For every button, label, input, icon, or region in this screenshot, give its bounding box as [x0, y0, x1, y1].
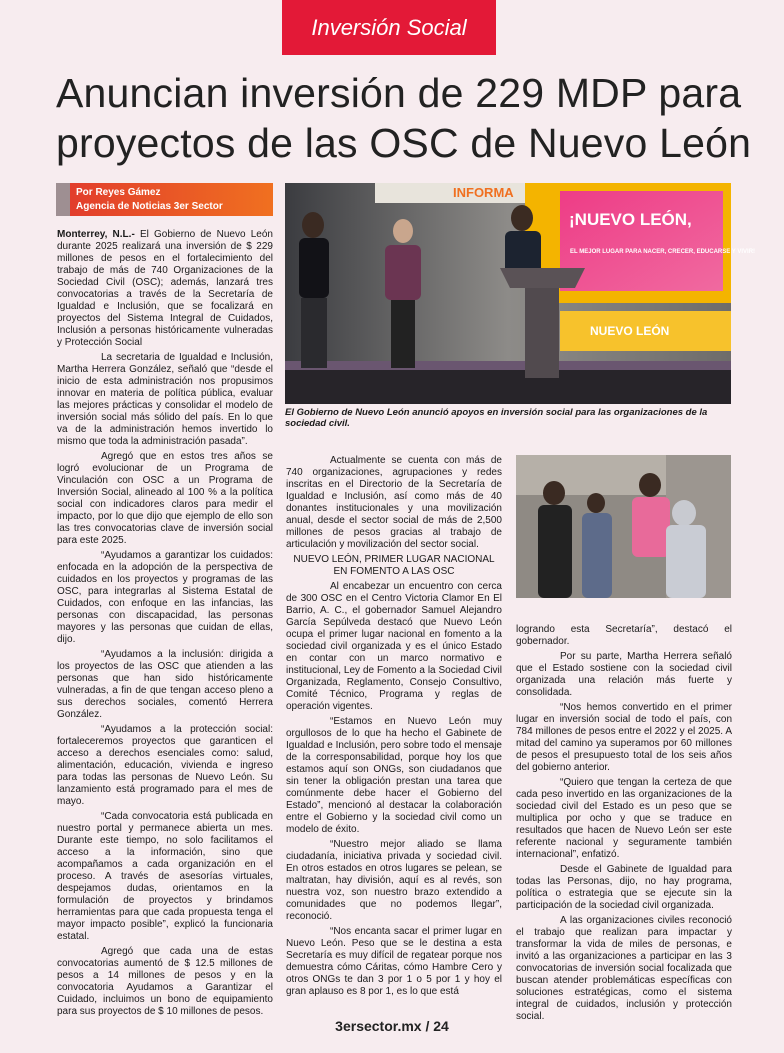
screen-main-text: ¡NUEVO LEÓN, — [569, 210, 692, 229]
paragraph: “Quiero que tengan la certeza de que cada peso invertido en las organizaciones de la sociedad civil del Estado es un peso que se multiplica por ocho y que se traduce en resultados que hacen de Nuevo León ser este referente nacional y seguramente también internacional”, enfatizó. — [516, 777, 732, 860]
paragraph: Agregó que cada una de estas convocatorias aumentó de $ 12.5 millones de pesos a 14 millones de pesos y en la convocatoria Ayudamos a Garantizar el Cuidado, incluimos un bono de equipamiento para sus proyectos de $ 10 millones de pesos. — [57, 946, 273, 1017]
community-photo — [516, 455, 731, 598]
paragraph: “Ayudamos a la protección social: fortaleceremos proyectos que garanticen el acceso a derechos esenciales como: salud, alimentación, educación, vivienda e ingreso para todas las personas de Nuevo León. Su lanzamiento está programado para el mes de mayo. — [57, 724, 273, 807]
paragraph — [57, 229, 273, 349]
photo-caption: El Gobierno de Nuevo León anunció apoyos en inversión social para las organizaciones de la sociedad civil. — [285, 407, 708, 429]
byline-agency: Agencia de Noticias 3er Sector — [76, 201, 223, 212]
press-conference-photo — [285, 183, 756, 404]
paragraph: Desde el Gabinete de Igualdad para todas las Personas, dijo, no hay programa, política o estrategia que se ejecute sin la participación de la sociedad civil organizada. — [516, 864, 732, 911]
screen-logo-text: NUEVO LEÓN — [590, 324, 670, 338]
paragraph: A las organizaciones civiles reconoció el trabajo que realizan para impactar y transformar la vida de miles de personas, e invitó a las organizaciones a participar en las 3 convocatorias de inversión social focalizada que buscan atender problemáticas específicas con soluciones estratégicas, como el sistema integral de cuidados, inclusión y protección social. — [516, 915, 732, 1022]
paragraph: “Nuestro mejor aliado se llama ciudadanía, iniciativa privada y sociedad civil. En otros estados en otros lugares se pelean, se maltratan, hay división, aquí es al revés, son nuestra voz, son nuestro brazo extendido a comunidades que no podemos llegar”, reconoció. — [286, 839, 502, 922]
byline — [56, 183, 273, 216]
section-tag: Inversión Social — [282, 0, 496, 55]
paragraph: Por su parte, Martha Herrera señaló que el Estado sostiene con la sociedad civil organizada una relación más fuerte y consolidada. — [516, 651, 732, 698]
paragraph: logrando esta Secretaría”, destacó el gobernador. — [516, 624, 732, 647]
article-headline: Anuncian inversión de 229 MDP para proyectos de las OSC de Nuevo León — [56, 70, 752, 166]
paragraph: “Nos hemos convertido en el primer lugar en inversión social de todo el país, con 784 millones de pesos entre el 2022 y el 2025. A mitad del camino ya superamos por 60 millones de pesos el presupuesto total de los seis años del gobierno anterior. — [516, 702, 732, 773]
page-footer: 3ersector.mx / 24 — [335, 1018, 449, 1034]
paragraph: “Estamos en Nuevo León muy orgullosos de lo que ha hecho el Gabinete de Igualdad e Inclusión, pero sobre todo el mensaje de la corresponsabilidad, porque hoy los que estamos aquí son ONGs, son ciudadanos que sin tener la obligación prestan una tarea que comúnmente debe hacer el Gobierno del Estado”, mencionó al destacar la colaboración entre el Gobierno y la sociedad civil como un modelo de éxito. — [286, 716, 502, 835]
paragraph: “Cada convocatoria está publicada en nuestro portal y permanece abierta un mes. Durante este tiempo, no solo facilitamos el acceso a la información, sino que acompañamos a cada organización en el proceso. A través de asesorías virtuales, despejamos dudas, orientamos en la formulación de proyectos y brindamos herramientas para que cada propuesta tenga el mayor impacto posible”, explicó la funcionaria estatal. — [57, 811, 273, 942]
paragraph: “Nos encanta sacar el primer lugar en Nuevo León. Peso que se le destina a esta Secretaría es muy difícil de regatear porque nos demuestra cómo Cáritas, cómo Hambre Cero y otros ONGs te dan 3 por 1 o 5 por 1 y hoy el gran aplauso es 8 por 1, es lo que está — [286, 926, 502, 997]
paragraph: “Ayudamos a la inclusión: dirigida a los proyectos de las OSC que atienden a las personas que han sido históricamente vulneradas, a fin de que tengan acceso pleno a sus derechos sociales, comentó Herrera González. — [57, 649, 273, 720]
article-column-2 — [286, 455, 502, 1001]
screen-sub-text: EL MEJOR LUGAR PARA NACER, CRECER, EDUCARSE Y VIVIR! — [570, 249, 756, 255]
paragraph: Agregó que en estos tres años se logró evolucionar de un Programa de Vinculación con OSC a un Programa de Inversión Social, alineado al 100 % a la política social con indicadores claros para medir el impacto, por lo que dijo que ejemplo de ello son las tres convocatorias clave de inversión social para este 2025. — [57, 451, 273, 546]
article-column-1 — [57, 229, 273, 1021]
section-subhead: NUEVO LEÓN, PRIMER LUGAR NACIONAL EN FOMENTO A LAS OSC — [293, 554, 495, 577]
byline-author: Por Reyes Gámez — [76, 187, 161, 198]
paragraph-text: El Gobierno de Nuevo León durante 2025 realizará una inversión de $ 229 millones de pesos en el fortalecimiento del trabajo de más de 740 Organizaciones de la Sociedad Civil (OSC); además, lanzará tres convocatorias a través de la Secretaría de Igualdad e Inclusión, que se focalizará en proyectos del Sistema Integral de Cuidados, Inclusión a personas históricamente vulneradas y Protección Social — [57, 229, 273, 348]
byline-accent-bar — [56, 183, 70, 216]
dateline: Monterrey, N.L.- — [57, 229, 135, 240]
paragraph: Actualmente se cuenta con más de 740 organizaciones, agrupaciones y redes inscritas en el Directorio de la Secretaría de Igualdad e Inclusión, así como más de 40 donantes institucionales y una movilización anual, desde el sector social de más de 2,500 millones de pesos gracias al trabajo de articulación y movilización del sector social. — [286, 455, 502, 550]
paragraph: Al encabezar un encuentro con cerca de 300 OSC en el Centro Victoria Clamor En El Barrio, A. C., el gobernador Samuel Alejandro García Sepúlveda destacó que Nuevo León ocupa el primer lugar nacional en fomento a la sociedad civil organizada y es el único Estado en contar con un marco normativo e institucional, Ley de Fomento a la Sociedad Civil Organizada, Reglamento, Consejo Consultivo, Comité Técnico, Programa y reglas de operación vigentes. — [286, 581, 502, 712]
screen-informa-text: INFORMA — [453, 185, 514, 200]
paragraph: La secretaria de Igualdad e Inclusión, Martha Herrera González, señaló que “desde el inicio de esta administración nos propusimos innovar en materia de política pública, evaluar las mejores prácticas y consolidar el modelo de inversión social más sólido del país. En lo que va de la administración hemos invertido lo mismo que toda la administración pasada”. — [57, 352, 273, 447]
article-column-3 — [516, 624, 732, 1026]
paragraph: “Ayudamos a garantizar los cuidados: enfocada en la adopción de la perspectiva de cuidados en los proyectos y programas de las OSC, para integrarlas al Sistema Estatal de Cuidados, con enfoque en las infancias, las personas con discapacidad, las personas mayores y las personas que cuidan de ellas, dijo. — [57, 550, 273, 645]
